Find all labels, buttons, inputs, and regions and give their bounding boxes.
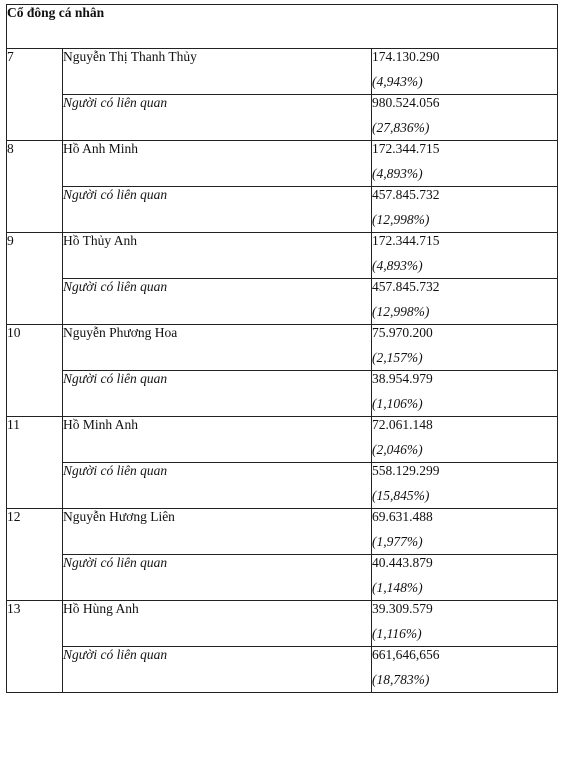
share-count: 174.130.290 — [372, 49, 440, 64]
related-party-label: Người có liên quan — [63, 95, 372, 141]
share-count: 72.061.148 — [372, 417, 433, 432]
related-share-count: 40.443.879 — [372, 555, 433, 570]
section-title: Cổ đông cá nhân — [7, 5, 558, 49]
related-party-label: Người có liên quan — [63, 187, 372, 233]
shareholder-name: Hồ Anh Minh — [63, 141, 372, 187]
related-party-label: Người có liên quan — [63, 279, 372, 325]
related-shareholding-cell — [372, 647, 558, 693]
related-party-label: Người có liên quan — [63, 555, 372, 601]
shareholding-cell — [372, 601, 558, 647]
share-percent: (1,116%) — [372, 626, 422, 641]
shareholder-name: Nguyễn Thị Thanh Thủy — [63, 49, 372, 95]
shareholding-cell — [372, 417, 558, 463]
table-row — [7, 49, 558, 95]
share-percent: (4,943%) — [372, 74, 423, 89]
table-row — [7, 325, 558, 371]
shareholder-name: Nguyễn Hương Liên — [63, 509, 372, 555]
shareholding-cell — [372, 509, 558, 555]
table-row — [7, 141, 558, 187]
share-count: 39.309.579 — [372, 601, 433, 616]
shareholder-number: 8 — [7, 141, 63, 233]
shareholder-name: Hồ Hùng Anh — [63, 601, 372, 647]
shareholder-number: 7 — [7, 49, 63, 141]
table-row-related — [7, 371, 558, 417]
shareholder-table — [6, 4, 558, 693]
shareholder-number: 11 — [7, 417, 63, 509]
shareholder-number: 10 — [7, 325, 63, 417]
related-share-percent: (27,836%) — [372, 120, 430, 135]
shareholder-number: 9 — [7, 233, 63, 325]
share-count: 75.970.200 — [372, 325, 433, 340]
related-share-count: 38.954.979 — [372, 371, 433, 386]
table-row — [7, 417, 558, 463]
related-party-label: Người có liên quan — [63, 463, 372, 509]
share-count: 69.631.488 — [372, 509, 433, 524]
table-row-related — [7, 279, 558, 325]
related-shareholding-cell — [372, 463, 558, 509]
shareholder-name: Hồ Minh Anh — [63, 417, 372, 463]
related-shareholding-cell — [372, 555, 558, 601]
table-row-related — [7, 95, 558, 141]
related-share-percent: (1,148%) — [372, 580, 423, 595]
share-count: 172.344.715 — [372, 141, 440, 156]
related-share-percent: (1,106%) — [372, 396, 423, 411]
share-percent: (4,893%) — [372, 258, 423, 273]
related-party-label: Người có liên quan — [63, 647, 372, 693]
table-row-related — [7, 187, 558, 233]
table-row-related — [7, 647, 558, 693]
share-percent: (2,046%) — [372, 442, 423, 457]
table-header-row — [7, 5, 558, 49]
related-share-count: 980.524.056 — [372, 95, 440, 110]
shareholding-cell — [372, 233, 558, 279]
related-shareholding-cell — [372, 279, 558, 325]
related-shareholding-cell — [372, 187, 558, 233]
related-share-count: 661,646,656 — [372, 647, 440, 662]
shareholder-number: 13 — [7, 601, 63, 693]
shareholder-name: Hồ Thủy Anh — [63, 233, 372, 279]
related-share-percent: (12,998%) — [372, 212, 430, 227]
related-share-percent: (12,998%) — [372, 304, 430, 319]
related-party-label: Người có liên quan — [63, 371, 372, 417]
shareholding-cell — [372, 141, 558, 187]
shareholding-cell — [372, 325, 558, 371]
related-share-percent: (18,783%) — [372, 672, 430, 687]
share-percent: (2,157%) — [372, 350, 423, 365]
related-share-count: 558.129.299 — [372, 463, 440, 478]
share-percent: (4,893%) — [372, 166, 423, 181]
shareholder-name: Nguyễn Phương Hoa — [63, 325, 372, 371]
share-percent: (1,977%) — [372, 534, 423, 549]
table-row — [7, 509, 558, 555]
related-shareholding-cell — [372, 371, 558, 417]
table-row — [7, 601, 558, 647]
table-row — [7, 233, 558, 279]
related-share-count: 457.845.732 — [372, 279, 440, 294]
shareholding-cell — [372, 49, 558, 95]
table-row-related — [7, 463, 558, 509]
shareholder-number: 12 — [7, 509, 63, 601]
related-share-count: 457.845.732 — [372, 187, 440, 202]
related-share-percent: (15,845%) — [372, 488, 430, 503]
share-count: 172.344.715 — [372, 233, 440, 248]
related-shareholding-cell — [372, 95, 558, 141]
table-row-related — [7, 555, 558, 601]
